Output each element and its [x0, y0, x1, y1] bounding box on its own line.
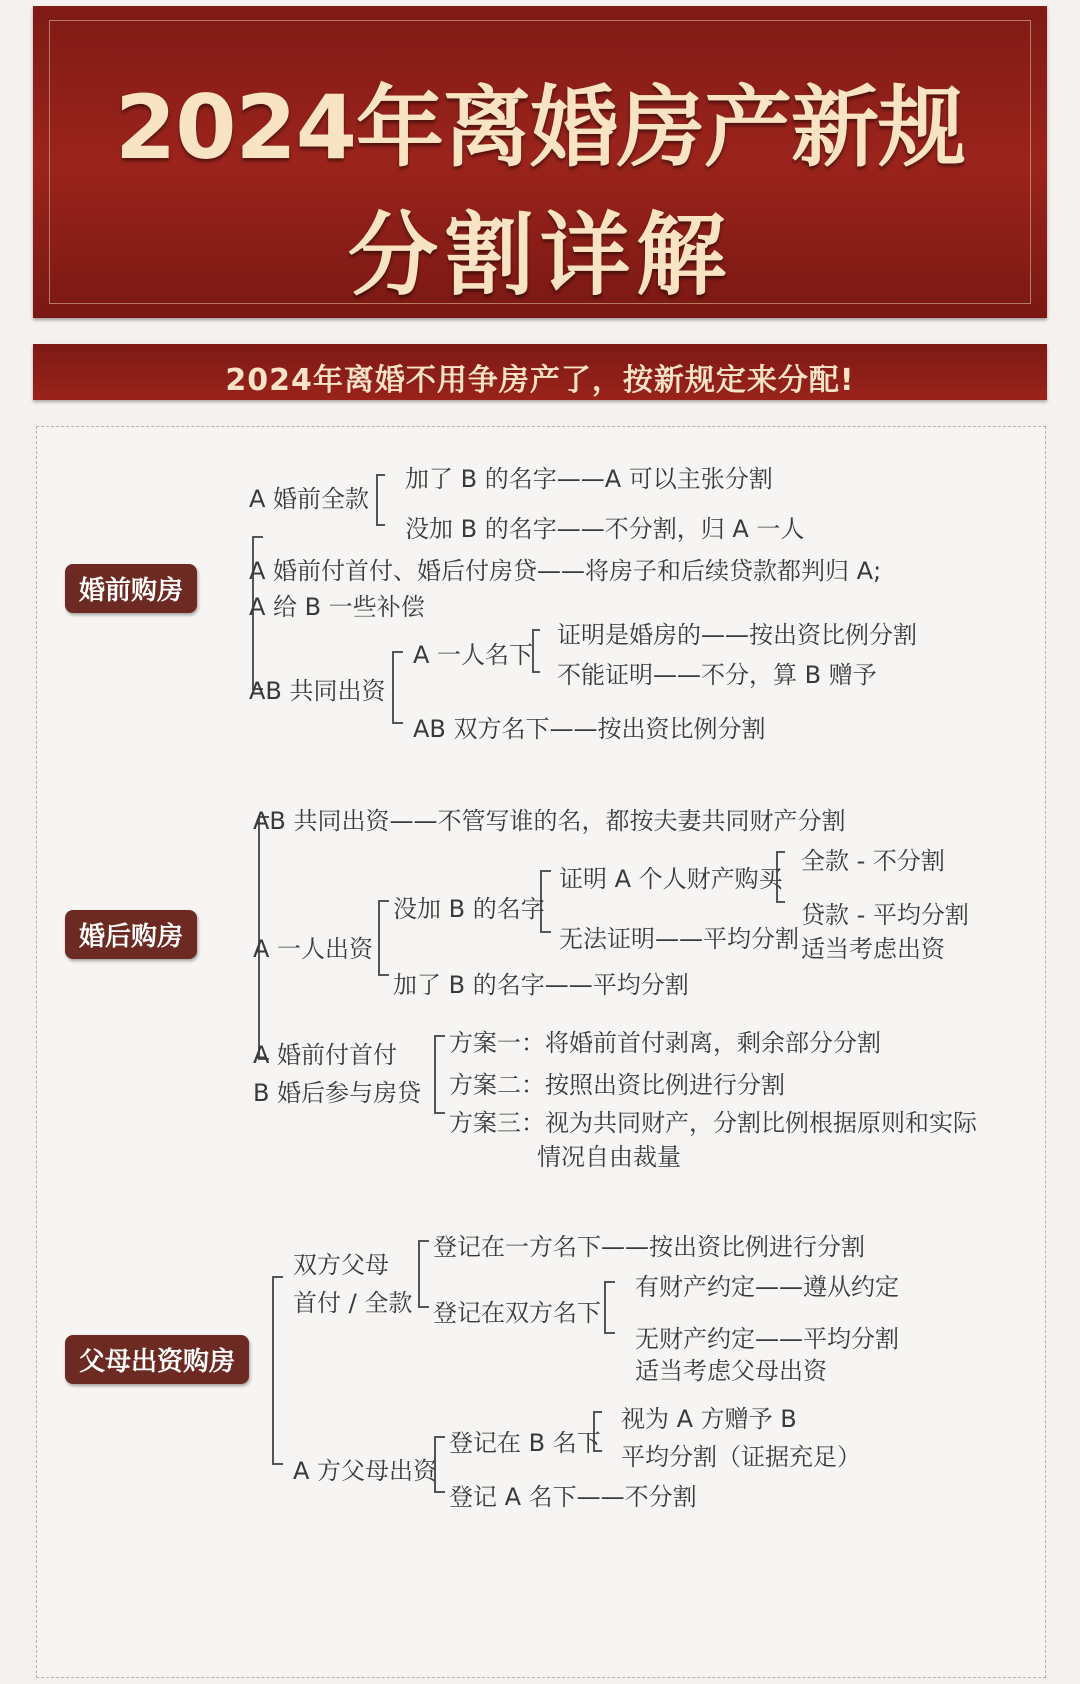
node-s3-n2b: 登记 A 名下——不分割	[449, 1483, 697, 1511]
bracket-s2-n3	[435, 1036, 445, 1113]
node-s2-plan3-cont: 情况自由裁量	[537, 1143, 681, 1171]
node-s2-n2a1c: 适当考虑出资	[801, 935, 945, 963]
bracket-s1-n3a	[533, 630, 540, 672]
node-s1-n1a: 加了 B 的名字——A 可以主张分割	[405, 465, 773, 493]
node-s1-n3: AB 共同出资	[249, 677, 386, 705]
node-s2-n2: A 一人出资	[253, 935, 374, 963]
bracket-s3-n1	[419, 1241, 429, 1307]
node-s2-plan3: 方案三：视为共同财产，分割比例根据原则和实际	[449, 1109, 977, 1137]
node-s2-n2a1: 证明 A 个人财产购买	[559, 865, 783, 893]
bracket-s3-n1y	[605, 1282, 615, 1333]
category-badge-parents: 父母出资购房	[65, 1335, 249, 1384]
node-s2-plan1: 方案一：将婚前首付剥离，剩余部分分割	[449, 1029, 881, 1057]
bracket-s1-n1	[377, 475, 385, 525]
bracket-s3-main	[273, 1277, 283, 1464]
subtitle: 2024年离婚不用争房产了，按新规定来分配!	[225, 363, 855, 398]
node-s3-n1y2: 无财产约定——平均分割	[635, 1325, 899, 1353]
node-s1-n3b: AB 双方名下——按出资比例分割	[413, 715, 766, 743]
title-banner	[33, 6, 1047, 318]
node-s3-n2: A 方父母出资	[293, 1457, 438, 1485]
category-badge-postmarital: 婚后购房	[65, 910, 197, 959]
subtitle-bar	[33, 344, 1047, 400]
node-s2-plan2: 方案二：按照出资比例进行分割	[449, 1071, 785, 1099]
node-s3-n1b: 首付 / 全款	[293, 1289, 413, 1317]
page-title: 2024年离婚房产新规	[115, 76, 965, 179]
node-s2-n2a2: 无法证明——平均分割	[559, 925, 799, 953]
node-s1-n1: A 婚前全款	[249, 485, 370, 513]
node-s3-n1a: 双方父母	[293, 1251, 389, 1279]
page-title-line2: 分割详解	[348, 203, 732, 308]
mind-map	[36, 426, 1046, 1678]
node-s2-n2a1b: 贷款 - 平均分割	[801, 901, 969, 929]
node-s3-n2a: 登记在 B 名下	[449, 1429, 601, 1457]
node-s1-n3a1: 证明是婚房的——按出资比例分割	[557, 621, 917, 649]
node-s1-n1b: 没加 B 的名字——不分割，归 A 一人	[405, 515, 805, 543]
node-s1-n3a2: 不能证明——不分，算 B 赠予	[557, 661, 877, 689]
node-s1-n2b: A 给 B 一些补偿	[249, 593, 425, 621]
node-s3-n1x: 登记在一方名下——按出资比例进行分割	[433, 1233, 865, 1261]
node-s2-n2a1a: 全款 - 不分割	[801, 847, 945, 875]
node-s1-n3a: A 一人名下	[413, 641, 534, 669]
bracket-s1-n3	[393, 652, 403, 723]
node-s2-n2a: 没加 B 的名字	[393, 895, 545, 923]
node-s3-n2a2: 平均分割（证据充足）	[621, 1443, 861, 1471]
node-s2-n3b: B 婚后参与房贷	[253, 1079, 422, 1107]
node-s2-n1: AB 共同出资——不管写谁的名，都按夫妻共同财产分割	[253, 807, 846, 835]
bracket-s2-n2	[379, 901, 389, 975]
node-s3-n1y: 登记在双方名下	[433, 1299, 601, 1327]
node-s2-n3a: A 婚前付首付	[253, 1041, 398, 1069]
category-badge-premarital: 婚前购房	[65, 564, 197, 613]
node-s2-n2b: 加了 B 的名字——平均分割	[393, 971, 689, 999]
node-s3-n1y1: 有财产约定——遵从约定	[635, 1273, 899, 1301]
node-s3-n2a1: 视为 A 方赠予 B	[621, 1405, 797, 1433]
node-s3-n1y3: 适当考虑父母出资	[635, 1357, 827, 1385]
node-s1-n2a: A 婚前付首付、婚后付房贷——将房子和后续贷款都判归 A;	[249, 557, 882, 585]
